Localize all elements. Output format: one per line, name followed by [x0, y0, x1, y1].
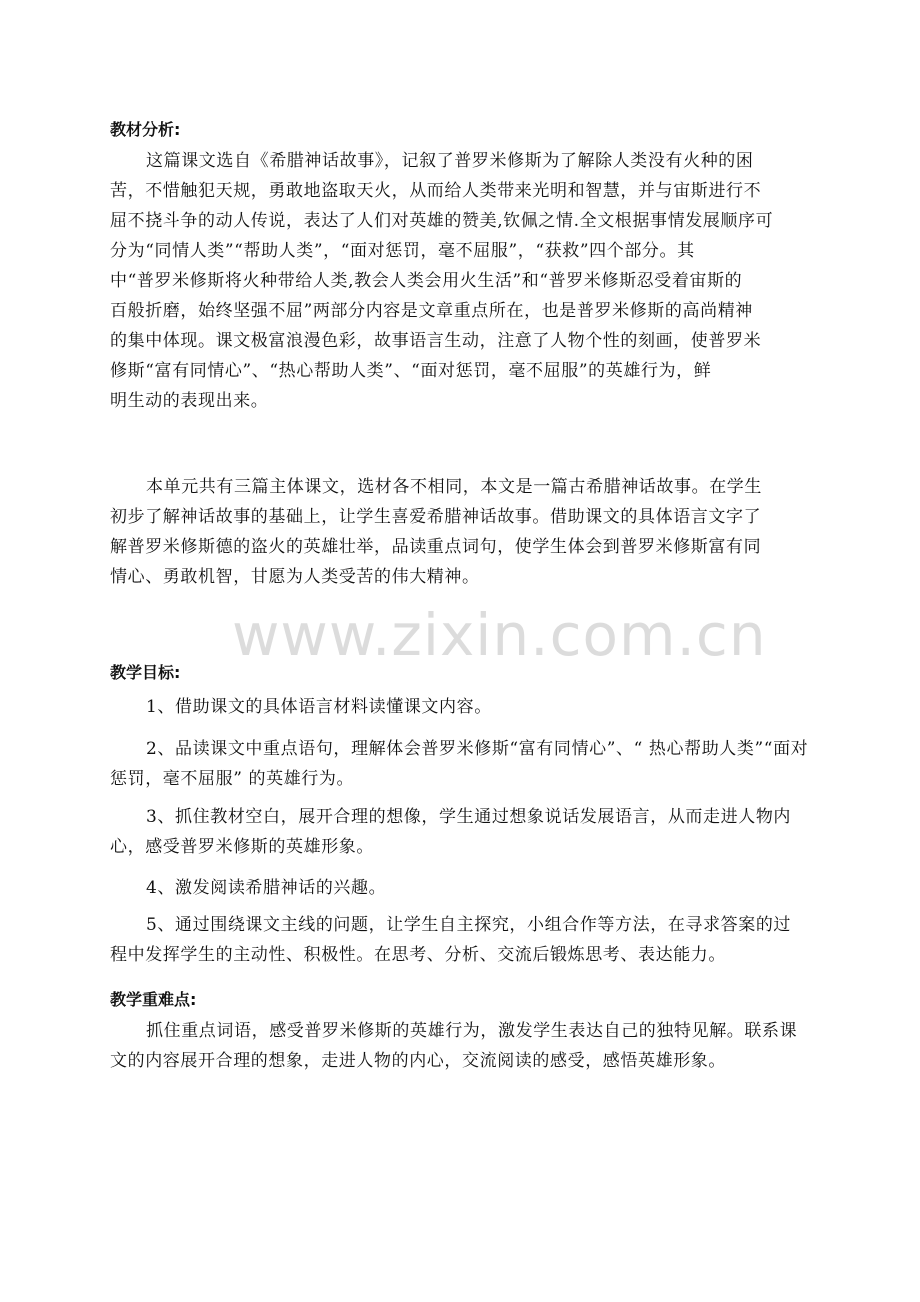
text-line: 屈不挠斗争的动人传说，表达了人们对英雄的赞美,钦佩之情.全文根据事情发展顺序可 — [110, 211, 774, 231]
paragraph-analysis-2 — [110, 472, 762, 592]
text-line: 抓住重点词语，感受普罗米修斯的英雄行为，激发学生表达自己的独特见解。联系课 — [146, 1021, 798, 1041]
text-line: 4、激发阅读希腊神话的兴趣。 — [146, 878, 387, 898]
objective-item-1 — [110, 692, 492, 722]
objective-item-4 — [110, 873, 386, 903]
text-line: 本单元共有三篇主体课文，选材各不相同，本文是一篇古希腊神话故事。在学生 — [146, 477, 762, 497]
text-line: 2、品读课文中重点语句，理解体会普罗米修斯“富有同情心”、“ 热心帮助人类”“面对 — [146, 739, 809, 759]
text-line: 的集中体现。课文极富浪漫色彩，故事语言生动，注意了人物个性的刻画，使普罗米 — [110, 331, 762, 351]
section-heading-analysis: 教材分析: — [110, 120, 181, 139]
text-line: 惩罚，毫不屈服” 的英雄行为。 — [110, 769, 355, 789]
objective-item-2 — [110, 734, 808, 794]
objective-item-3 — [110, 802, 791, 862]
text-line: 解普罗米修斯德的盗火的英雄壮举，品读重点词句，使学生体会到普罗米修斯富有同 — [110, 537, 762, 557]
paragraph-key-points — [110, 1016, 797, 1076]
text-line: 心，感受普罗米修斯的英雄形象。 — [110, 837, 374, 857]
text-line: 分为“同情人类”“帮助人类”，“面对惩罚，毫不屈服”，“获救”四个部分。其 — [110, 241, 695, 261]
text-line: 中“普罗米修斯将火种带给人类,教会人类会用火生活”和“普罗米修斯忍受着宙斯的 — [110, 271, 743, 291]
text-line: 文的内容展开合理的想象，走进人物的内心，交流阅读的感受，感悟英雄形象。 — [110, 1051, 726, 1071]
paragraph-analysis-1 — [110, 146, 773, 416]
text-line: 苦，不惜触犯天规，勇敢地盗取天火，从而给人类带来光明和智慧，并与宙斯进行不 — [110, 181, 762, 201]
text-line: 明生动的表现出来。 — [110, 391, 269, 411]
text-line: 百般折磨，始终坚强不屈”两部分内容是文章重点所在，也是普罗米修斯的高尚精神 — [110, 301, 753, 321]
text-line: 1、借助课文的具体语言材料读懂课文内容。 — [146, 697, 492, 717]
text-line: 情心、勇敢机智，甘愿为人类受苦的伟大精神。 — [110, 567, 480, 587]
text-line: 程中发挥学生的主动性、积极性。在思考、分析、交流后锻炼思考、表达能力。 — [110, 945, 726, 965]
objective-item-5 — [110, 910, 791, 970]
section-heading-key-points: 教学重难点: — [110, 990, 197, 1009]
text-line: 5、通过围绕课文主线的问题，让学生自主探究，小组合作等方法，在寻求答案的过 — [146, 915, 792, 935]
text-line: 这篇课文选自《希腊神话故事》，记叙了普罗米修斯为了解除人类没有火种的困 — [146, 151, 754, 171]
watermark-text: www.zixin.com.cn — [232, 601, 767, 669]
section-heading-objectives: 教学目标: — [110, 663, 181, 682]
text-line: 初步了解神话故事的基础上，让学生喜爱希腊神话故事。借助课文的具体语言文字了 — [110, 507, 762, 527]
text-line: 修斯“富有同情心”、“热心帮助人类”、“面对惩罚，毫不屈服”的英雄行为，鲜 — [110, 361, 712, 381]
text-line: 3、抓住教材空白，展开合理的想像，学生通过想象说话发展语言，从而走进人物内 — [146, 807, 792, 827]
